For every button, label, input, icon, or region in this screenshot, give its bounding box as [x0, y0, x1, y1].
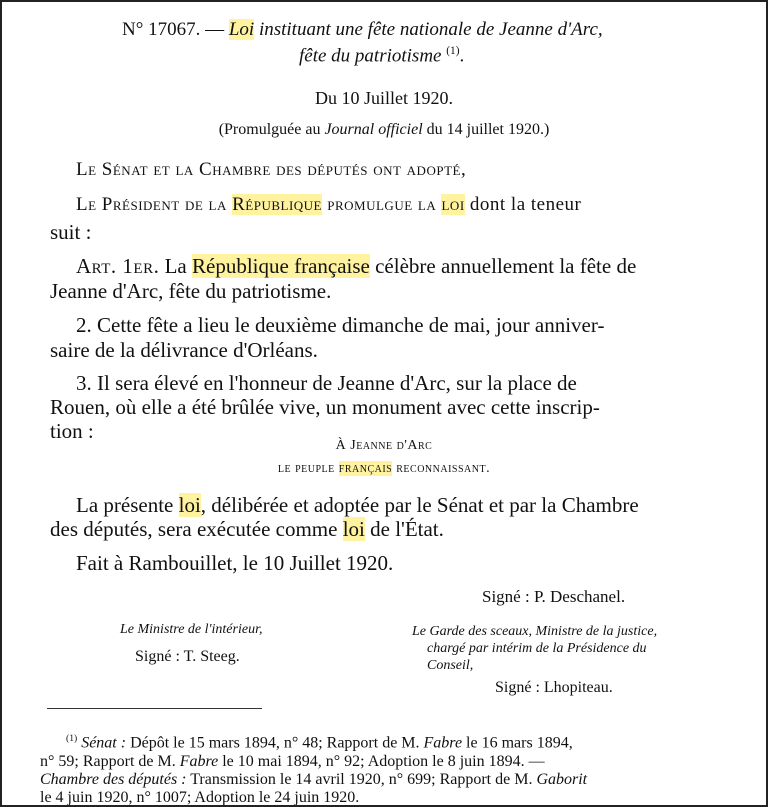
- footnote-chambre: Chambre des députés :: [40, 771, 187, 788]
- closing-text-d: de l'État.: [364, 517, 444, 541]
- inscription-line2: [2, 461, 766, 477]
- law-title-text: instituant une fête nationale de Jeanne d'Arc,: [254, 19, 603, 40]
- preamble-text-b: promulgue la: [322, 194, 442, 215]
- promulgation-suffix: du 14 juillet 1920.): [422, 121, 550, 138]
- footnote-text: n° 59; Rapport de M.: [40, 753, 180, 770]
- republique-francaise-highlight: République française: [192, 254, 370, 278]
- promulgation-note: [2, 121, 766, 139]
- footnote-line1: [66, 733, 573, 752]
- minister-interior-title: Le Ministre de l'intérieur,: [120, 622, 263, 637]
- promulgation-prefix: (Promulguée au: [218, 121, 325, 138]
- article-1-text: célèbre annuellement la fête de: [369, 254, 637, 278]
- signature-president: Signé : P. Deschanel.: [482, 587, 626, 606]
- law-title-line1: [122, 19, 603, 41]
- preamble-line1: Le Sénat et la Chambre des députés ont adopté,: [76, 159, 467, 180]
- law-number: N° 17067. —: [122, 19, 225, 40]
- footnote-fabre: Fabre: [423, 734, 463, 752]
- footnote-text: Transmission le 14 avril 1920, n° 699; Rapport de M.: [186, 771, 537, 788]
- date-line: Du 10 Juillet 1920.: [315, 88, 453, 108]
- footnote-line2: [40, 753, 545, 771]
- inscription-text-a: le peuple: [277, 461, 339, 476]
- footnote-text: le 16 mars 1894,: [462, 734, 573, 752]
- footnote-line4: le 4 juin 1920, n° 1007; Adoption le 24 juin 1920.: [40, 789, 360, 806]
- preamble-text-a: Le Président de la: [76, 194, 233, 215]
- francais-highlight: français: [338, 461, 393, 476]
- article-2-line2: saire de la délivrance d'Orléans.: [50, 338, 318, 362]
- footnote-divider: [47, 708, 262, 709]
- republique-highlight: République: [232, 194, 322, 215]
- closing-line2: [50, 517, 444, 542]
- footnote-senat: Sénat :: [81, 734, 127, 752]
- preamble-line2: [76, 194, 581, 216]
- article-1-line1: [76, 254, 636, 279]
- footnote-gaborit: Gaborit: [536, 771, 588, 788]
- garde-sceaux-line3: Conseil,: [427, 658, 474, 673]
- fait-a-rambouillet: Fait à Rambouillet, le 10 Juillet 1920.: [76, 551, 394, 575]
- loi-highlight: Loi: [228, 19, 255, 40]
- article-1-la: La: [159, 254, 193, 278]
- inscription-text-b: reconnaissant.: [392, 461, 491, 476]
- article-3-line3: tion :: [50, 419, 94, 443]
- footnote-text: Dépôt le 15 mars 1894, n° 48; Rapport de M.: [126, 734, 424, 752]
- article-3-line1: 3. Il sera élevé en l'honneur de Jeanne d'Arc, sur la place de: [76, 371, 577, 395]
- journal-officiel: Journal officiel: [324, 121, 423, 138]
- loi-highlight: loi: [342, 517, 365, 541]
- closing-text-c: des députés, sera exécutée comme: [50, 517, 343, 541]
- article-1-line2: Jeanne d'Arc, fête du patriotisme.: [50, 279, 332, 303]
- article-3-line2: Rouen, où elle a été brûlée vive, un monument avec cette inscrip-: [50, 395, 600, 419]
- footnote-line3: [40, 771, 587, 789]
- title-period: .: [459, 45, 465, 67]
- closing-text-b: , délibérée et adoptée par le Sénat et par la Chambre: [200, 493, 639, 517]
- inscription-line1: À Jeanne d'Arc: [335, 438, 433, 453]
- garde-sceaux-line2: chargé par intérim de la Présidence du: [427, 641, 647, 656]
- minister-interior-signature: Signé : T. Steeg.: [135, 648, 240, 665]
- loi-highlight: loi: [178, 493, 201, 517]
- footnote-mark: (1): [66, 733, 78, 744]
- garde-sceaux-line1: Le Garde des sceaux, Ministre de la justice,: [412, 624, 658, 639]
- preamble-line3: suit :: [50, 220, 92, 244]
- garde-sceaux-signature: Signé : Lhopiteau.: [495, 679, 613, 696]
- article-2-line1: 2. Cette fête a lieu le deuxième dimanche de mai, jour anniver-: [76, 313, 605, 337]
- footnote-reference: (1): [446, 45, 460, 57]
- law-title-line2: [299, 45, 464, 67]
- preamble-text-c: dont la teneur: [464, 194, 582, 215]
- closing-text-a: La présente: [76, 493, 179, 517]
- article-1-label: Art. 1er.: [76, 254, 160, 278]
- footnote-text: le 10 mai 1894, n° 92; Adoption le 8 juin 1894. —: [218, 753, 545, 770]
- closing-line1: [76, 493, 639, 518]
- loi-highlight: loi: [441, 194, 465, 215]
- law-subtitle: fête du patriotisme: [299, 45, 442, 67]
- footnote-fabre: Fabre: [179, 753, 219, 770]
